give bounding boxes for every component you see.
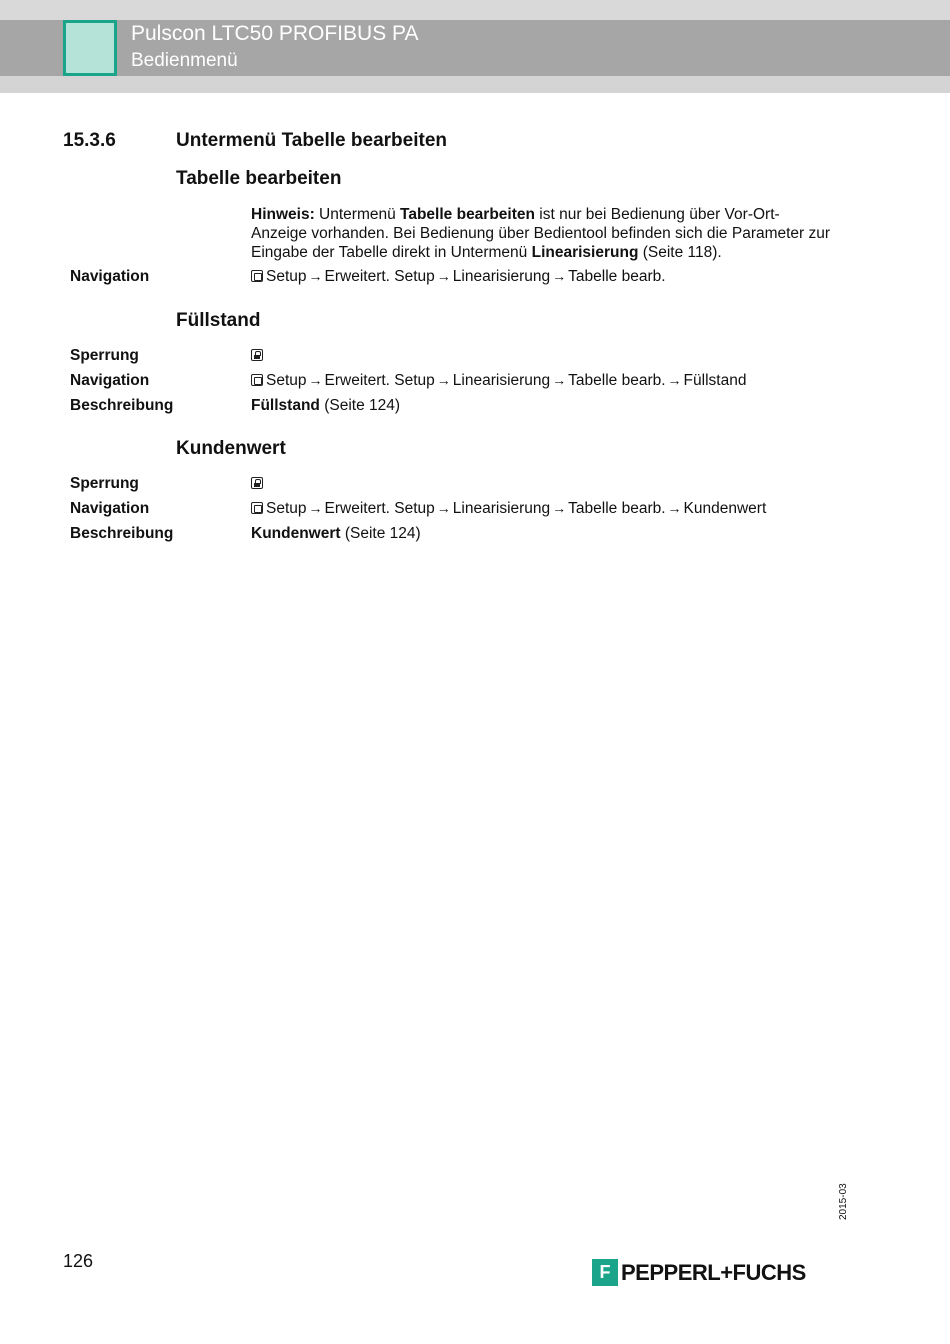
header-top-band — [0, 0, 950, 20]
arrow-right-icon: → — [436, 268, 451, 284]
nav-step: Tabelle bearb. — [568, 372, 666, 389]
beschreibung-value — [251, 397, 400, 415]
navigation-path — [251, 500, 766, 518]
display-module-icon — [251, 374, 263, 386]
navigation-path — [251, 372, 746, 390]
nav-step: Linearisierung — [452, 500, 551, 517]
navigation-path — [251, 268, 666, 286]
navigation-label: Navigation — [70, 500, 150, 517]
arrow-right-icon: → — [552, 372, 567, 388]
nav-step: Tabelle bearb. — [568, 268, 666, 285]
nav-step: Linearisierung — [452, 372, 551, 389]
note-bold-2: Linearisierung — [531, 244, 639, 261]
arrow-right-icon: → — [667, 500, 682, 516]
nav-step: Erweitert. Setup — [324, 500, 435, 517]
document-title: Pulscon LTC50 PROFIBUS PA — [131, 22, 419, 45]
arrow-right-icon: → — [552, 268, 567, 284]
arrow-right-icon: → — [436, 372, 451, 388]
beschreibung-label: Beschreibung — [70, 525, 174, 542]
page-reference: (Seite 124) — [340, 525, 421, 542]
beschreibung-bold: Kundenwert — [251, 525, 341, 542]
heading-tabelle-bearbeiten: Tabelle bearbeiten — [176, 168, 342, 189]
note-prefix: Hinweis: — [251, 206, 315, 223]
note-bold-1: Tabelle bearbeiten — [400, 206, 535, 223]
page-reference: (Seite 124) — [319, 397, 401, 414]
sperrung-label: Sperrung — [70, 347, 139, 364]
header-bottom-band — [0, 76, 950, 93]
nav-step: Linearisierung — [452, 268, 551, 285]
note-text-1: Untermenü — [314, 206, 401, 223]
arrow-right-icon: → — [667, 372, 682, 388]
brand-square-icon — [63, 20, 117, 76]
arrow-right-icon: → — [436, 500, 451, 516]
nav-step: Erweitert. Setup — [324, 268, 435, 285]
note-text-2: ist nur bei Bedienung über Vor-Ort-Anzeige vorhanden. Bei Bedienung über Bedientool befinden sich die Parameter zur Eingabe der Tabelle direkt in Untermenü — [251, 206, 831, 261]
nav-step: Setup — [266, 372, 307, 389]
nav-step: Setup — [266, 500, 307, 517]
nav-step: Füllstand — [683, 372, 747, 389]
beschreibung-value — [251, 525, 421, 543]
arrow-right-icon: → — [308, 268, 323, 284]
nav-step: Erweitert. Setup — [324, 372, 435, 389]
nav-step: Tabelle bearb. — [568, 500, 666, 517]
document-subtitle: Bedienmenü — [131, 50, 238, 71]
display-module-icon — [251, 502, 263, 514]
sperrung-value — [251, 475, 266, 493]
sperrung-value — [251, 347, 266, 365]
edition-date: 2015-03 — [838, 1183, 849, 1220]
brand-logo — [592, 1259, 806, 1286]
heading-kundenwert: Kundenwert — [176, 438, 286, 459]
sperrung-label: Sperrung — [70, 475, 139, 492]
arrow-right-icon: → — [552, 500, 567, 516]
beschreibung-bold: Füllstand — [251, 397, 320, 414]
navigation-label: Navigation — [70, 268, 150, 285]
nav-step: Kundenwert — [683, 500, 767, 517]
section-title: Untermenü Tabelle bearbeiten — [176, 130, 447, 151]
nav-step: Setup — [266, 268, 307, 285]
heading-fuellstand: Füllstand — [176, 310, 261, 331]
brand-name: PEPPERL+FUCHS — [621, 1259, 806, 1285]
arrow-right-icon: → — [308, 372, 323, 388]
lock-icon — [251, 477, 263, 489]
brand-mark-icon: F — [592, 1259, 618, 1286]
hinweis-note — [251, 205, 831, 262]
beschreibung-label: Beschreibung — [70, 397, 174, 414]
note-text-3: (Seite 118). — [638, 244, 722, 261]
page-number: 126 — [63, 1251, 94, 1271]
arrow-right-icon: → — [308, 500, 323, 516]
lock-icon — [251, 349, 263, 361]
section-number: 15.3.6 — [63, 130, 116, 151]
display-module-icon — [251, 270, 263, 282]
navigation-label: Navigation — [70, 372, 150, 389]
